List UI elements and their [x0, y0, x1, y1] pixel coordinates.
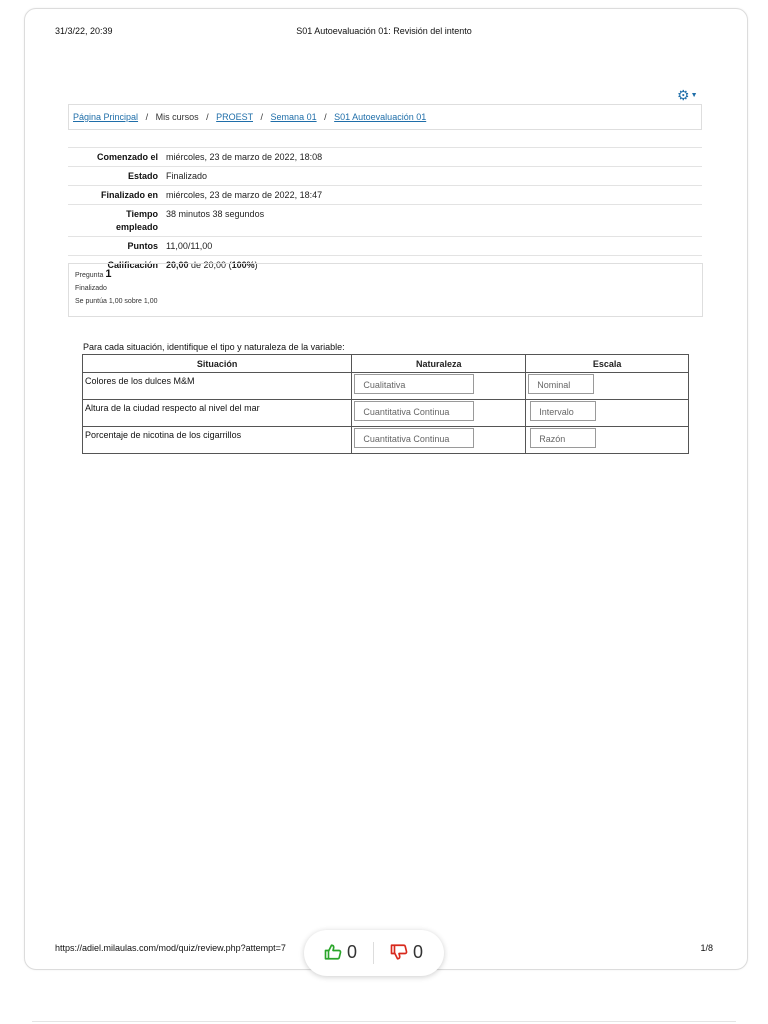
scale-answer-field[interactable]: Nominal — [528, 374, 594, 394]
situation-text: Porcentaje de nicotina de los cigarrillos — [85, 430, 242, 440]
breadcrumb-home[interactable]: Página Principal — [73, 112, 139, 122]
print-datetime: 31/3/22, 20:39 — [55, 26, 113, 36]
print-title: S01 Autoevaluación 01: Revisión del intento — [296, 26, 472, 36]
breadcrumb-quiz[interactable]: S01 Autoevaluación 01 — [334, 112, 427, 122]
scale-answer-field[interactable]: Razón — [530, 428, 596, 448]
breadcrumb-week[interactable]: Semana 01 — [270, 112, 317, 122]
thumbs-down-icon — [390, 943, 408, 961]
nature-cell — [352, 373, 526, 400]
downvote-count: 0 — [413, 942, 424, 962]
breadcrumb-separator: / — [324, 112, 327, 122]
nature-answer-field[interactable]: Cualitativa — [354, 374, 474, 394]
situation-cell — [83, 400, 352, 427]
table-row — [83, 373, 689, 400]
table-row — [83, 400, 689, 427]
finished-label: Finalizado en — [68, 186, 162, 205]
question-status: Finalizado — [75, 285, 107, 292]
question-info-box — [68, 263, 703, 317]
nature-cell — [352, 400, 526, 427]
question-mark: Se puntúa 1,00 sobre 1,00 — [75, 298, 158, 305]
page-number: 1/8 — [700, 943, 713, 953]
nature-cell — [352, 427, 526, 454]
grade-score: 20,00 — [166, 260, 189, 270]
grade-close: ) — [254, 260, 258, 270]
breadcrumb-course[interactable]: PROEST — [216, 112, 253, 122]
summary-row — [68, 167, 702, 186]
table-header-row — [83, 355, 689, 373]
breadcrumb — [68, 104, 702, 130]
situation-cell — [83, 373, 352, 400]
table-row — [83, 427, 689, 454]
started-value: miércoles, 23 de marzo de 2022, 18:08 — [162, 148, 702, 167]
summary-row — [68, 205, 702, 237]
question-number: 1 — [105, 268, 112, 280]
gear-icon: ⚙ — [677, 87, 690, 103]
attempt-summary-table — [68, 147, 702, 274]
situation-text: Colores de los dulces M&M — [85, 376, 195, 386]
upvote-count: 0 — [347, 942, 358, 962]
breadcrumb-separator: / — [206, 112, 209, 122]
finished-value: miércoles, 23 de marzo de 2022, 18:47 — [162, 186, 702, 205]
vote-divider — [373, 942, 374, 964]
scale-cell — [526, 400, 689, 427]
breadcrumb-separator: / — [145, 112, 149, 122]
time-label-line1: Tiempo — [126, 209, 158, 219]
header-nature: Naturaleza — [352, 355, 526, 373]
question-number-line — [75, 268, 696, 282]
footer-url: https://adiel.milaulas.com/mod/quiz/review.php?attempt=7 — [55, 943, 286, 953]
time-label-line2: empleado — [115, 222, 158, 232]
question-prompt: Para cada situación, identifique el tipo y naturaleza de la variable: — [83, 342, 345, 352]
settings-menu-button[interactable] — [677, 88, 701, 102]
points-label: Puntos — [68, 237, 162, 256]
breadcrumb-my-courses: Mis cursos — [155, 112, 199, 122]
time-value: 38 minutos 38 segundos — [162, 205, 702, 237]
summary-row — [68, 148, 702, 167]
caret-down-icon: ▼ — [690, 92, 698, 100]
thumbs-up-icon — [324, 943, 342, 961]
scale-cell — [526, 373, 689, 400]
grade-of: de 20,00 ( — [188, 260, 232, 270]
scale-cell — [526, 427, 689, 454]
nature-answer-field[interactable]: Cuantitativa Continua — [354, 401, 474, 421]
header-situation: Situación — [83, 355, 352, 373]
downvote-button[interactable] — [390, 942, 423, 963]
summary-row — [68, 186, 702, 205]
scale-answer-field[interactable]: Intervalo — [530, 401, 596, 421]
state-value: Finalizado — [162, 167, 702, 186]
summary-row — [68, 237, 702, 256]
breadcrumb-separator: / — [260, 112, 264, 122]
started-label: Comenzado el — [68, 148, 162, 167]
grade-percent: 100% — [231, 260, 255, 270]
grade-label: Calificación — [68, 256, 162, 275]
question-label: Pregunta — [75, 272, 104, 279]
state-label: Estado — [68, 167, 162, 186]
divider — [32, 1021, 736, 1022]
nature-answer-field[interactable]: Cuantitativa Continua — [354, 428, 474, 448]
points-value: 11,00/11,00 — [162, 237, 702, 256]
situation-text: Altura de la ciudad respecto al nivel del mar — [85, 403, 260, 413]
vote-widget — [304, 930, 444, 976]
question-table — [82, 354, 689, 454]
situation-cell — [83, 427, 352, 454]
header-scale: Escala — [526, 355, 689, 373]
time-label — [68, 205, 162, 237]
upvote-button[interactable] — [324, 942, 357, 963]
